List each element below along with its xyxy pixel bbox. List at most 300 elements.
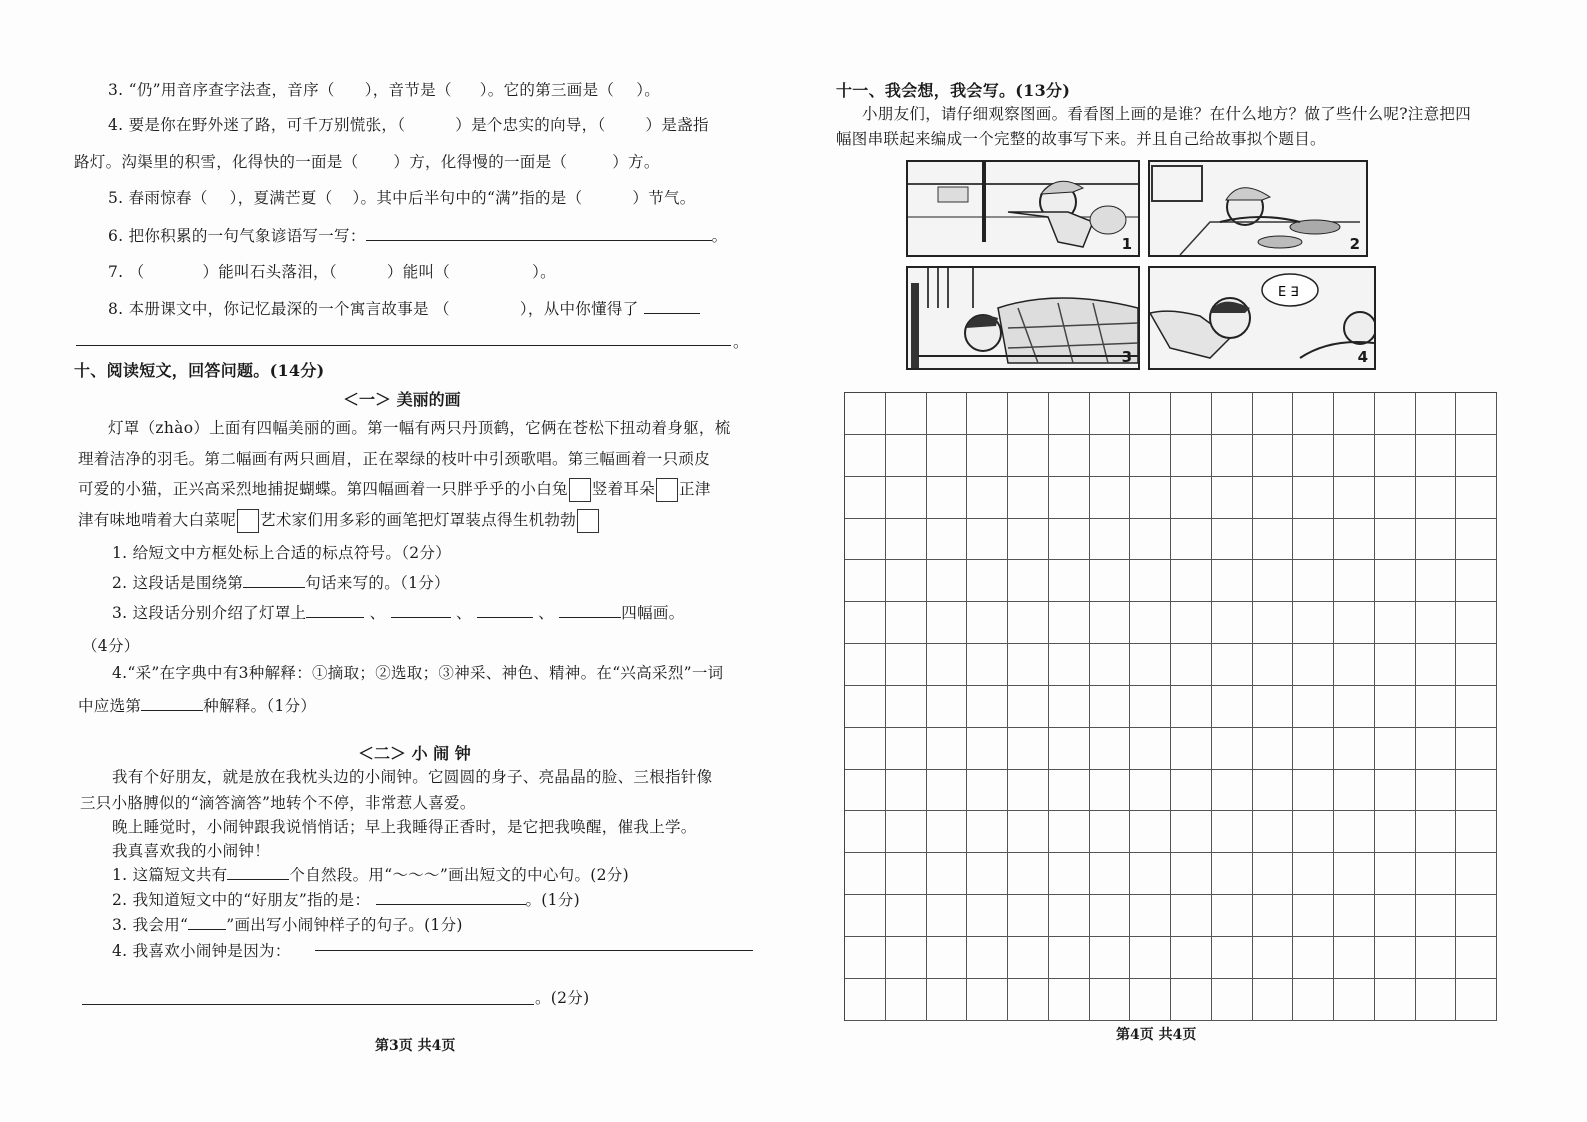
grid-cell[interactable] — [1375, 686, 1416, 728]
answer-line[interactable] — [76, 345, 731, 346]
answer-blank[interactable] — [644, 299, 700, 314]
grid-cell[interactable] — [1334, 770, 1375, 812]
grid-cell[interactable] — [1253, 937, 1294, 979]
grid-cell[interactable] — [845, 477, 886, 519]
grid-cell[interactable] — [1212, 519, 1253, 561]
grid-cell[interactable] — [1090, 477, 1131, 519]
grid-cell[interactable] — [1049, 979, 1090, 1021]
grid-cell[interactable] — [1090, 937, 1131, 979]
grid-cell[interactable] — [1253, 853, 1294, 895]
grid-cell[interactable] — [1212, 560, 1253, 602]
grid-cell[interactable] — [1049, 811, 1090, 853]
grid-cell[interactable] — [1375, 477, 1416, 519]
grid-cell[interactable] — [1253, 435, 1294, 477]
grid-cell[interactable] — [886, 979, 927, 1021]
grid-cell[interactable] — [1008, 644, 1049, 686]
grid-cell[interactable] — [886, 770, 927, 812]
grid-cell[interactable] — [967, 895, 1008, 937]
grid-cell[interactable] — [1171, 937, 1212, 979]
grid-cell[interactable] — [1049, 477, 1090, 519]
grid-cell[interactable] — [927, 393, 968, 435]
grid-cell[interactable] — [967, 853, 1008, 895]
grid-cell[interactable] — [927, 811, 968, 853]
grid-cell[interactable] — [1212, 393, 1253, 435]
grid-cell[interactable] — [1456, 686, 1497, 728]
grid-cell[interactable] — [1130, 686, 1171, 728]
grid-cell[interactable] — [1253, 686, 1294, 728]
grid-cell[interactable] — [1212, 477, 1253, 519]
grid-cell[interactable] — [1293, 811, 1334, 853]
grid-cell[interactable] — [886, 811, 927, 853]
grid-cell[interactable] — [967, 602, 1008, 644]
question-8 — [108, 297, 700, 319]
grid-cell[interactable] — [1334, 644, 1375, 686]
grid-cell[interactable] — [1130, 602, 1171, 644]
grid-cell[interactable] — [886, 686, 927, 728]
grid-cell[interactable] — [1334, 811, 1375, 853]
grid-cell[interactable] — [1253, 979, 1294, 1021]
grid-cell[interactable] — [1130, 435, 1171, 477]
grid-cell[interactable] — [1293, 979, 1334, 1021]
boy-eating-illustration — [1150, 162, 1366, 255]
grid-cell[interactable] — [1456, 435, 1497, 477]
grid-cell[interactable] — [967, 477, 1008, 519]
grid-cell[interactable] — [1212, 895, 1253, 937]
grid-cell[interactable] — [845, 644, 886, 686]
svg-text:E ∃: E ∃ — [1278, 285, 1299, 300]
grid-cell[interactable] — [886, 602, 927, 644]
grid-cell[interactable] — [1293, 728, 1334, 770]
grid-cell[interactable] — [1456, 560, 1497, 602]
question-text: 1. 这篇短文共有 — [112, 866, 228, 884]
grid-cell[interactable] — [1008, 770, 1049, 812]
grid-cell[interactable] — [1334, 895, 1375, 937]
question-text: ），音节是（ — [364, 81, 452, 99]
question-text: 2. 这段话是围绕第 — [112, 574, 244, 592]
grid-cell[interactable] — [886, 853, 927, 895]
grid-cell[interactable] — [1416, 979, 1457, 1021]
grid-cell[interactable] — [1253, 393, 1294, 435]
grid-cell[interactable] — [1334, 853, 1375, 895]
grid-cell[interactable] — [927, 477, 968, 519]
passage-1-line — [78, 477, 711, 502]
grid-cell[interactable] — [1456, 937, 1497, 979]
grid-cell[interactable] — [845, 811, 886, 853]
grid-cell[interactable] — [1416, 686, 1457, 728]
grid-cell[interactable] — [1049, 770, 1090, 812]
grid-cell[interactable] — [927, 728, 968, 770]
grid-cell[interactable] — [886, 393, 927, 435]
grid-cell[interactable] — [1049, 895, 1090, 937]
grid-cell[interactable] — [1375, 811, 1416, 853]
grid-cell[interactable] — [1212, 435, 1253, 477]
grid-cell[interactable] — [1253, 895, 1294, 937]
grid-cell[interactable] — [1416, 853, 1457, 895]
grid-cell[interactable] — [1416, 937, 1457, 979]
grid-cell[interactable] — [1253, 519, 1294, 561]
grid-cell[interactable] — [1171, 979, 1212, 1021]
grid-cell[interactable] — [1090, 811, 1131, 853]
grid-cell[interactable] — [1293, 602, 1334, 644]
answer-blank[interactable] — [306, 603, 364, 618]
grid-cell[interactable] — [1008, 811, 1049, 853]
grid-cell[interactable] — [845, 686, 886, 728]
passage-2-title: ＜二＞ 小 闹 钟 — [358, 744, 471, 763]
grid-cell[interactable] — [1334, 728, 1375, 770]
grid-cell[interactable] — [1416, 770, 1457, 812]
grid-cell[interactable] — [1049, 435, 1090, 477]
grid-cell[interactable] — [1090, 686, 1131, 728]
question-text: 春雨惊春（ — [128, 189, 208, 207]
grid-cell[interactable] — [967, 393, 1008, 435]
grid-cell[interactable] — [1375, 602, 1416, 644]
grid-cell[interactable] — [1416, 895, 1457, 937]
grid-cell[interactable] — [1253, 644, 1294, 686]
grid-cell[interactable] — [1090, 602, 1131, 644]
grid-cell[interactable] — [1008, 979, 1049, 1021]
grid-cell[interactable] — [1293, 937, 1334, 979]
grid-cell[interactable] — [1171, 477, 1212, 519]
grid-cell[interactable] — [1375, 937, 1416, 979]
grid-cell[interactable] — [1416, 519, 1457, 561]
grid-cell[interactable] — [845, 560, 886, 602]
grid-cell[interactable] — [1212, 602, 1253, 644]
grid-cell[interactable] — [1130, 519, 1171, 561]
grid-cell[interactable] — [967, 435, 1008, 477]
grid-cell[interactable] — [886, 937, 927, 979]
grid-cell[interactable] — [886, 644, 927, 686]
question-text: ），夏满芒夏（ — [229, 189, 333, 207]
grid-cell[interactable] — [1456, 895, 1497, 937]
grid-cell[interactable] — [1049, 686, 1090, 728]
grid-cell[interactable] — [1130, 477, 1171, 519]
grid-cell[interactable] — [967, 560, 1008, 602]
grid-cell[interactable] — [1212, 853, 1253, 895]
grid-cell[interactable] — [927, 519, 968, 561]
grid-cell[interactable] — [1008, 560, 1049, 602]
composition-writing-grid[interactable] — [844, 392, 1497, 1021]
question-text: ）。 — [636, 81, 661, 99]
grid-cell[interactable] — [927, 686, 968, 728]
grid-cell[interactable] — [1456, 519, 1497, 561]
grid-cell[interactable] — [1212, 770, 1253, 812]
grid-cell[interactable] — [1130, 393, 1171, 435]
grid-cell[interactable] — [1293, 895, 1334, 937]
passage-1-line — [78, 508, 600, 533]
grid-cell[interactable] — [1049, 937, 1090, 979]
punctuation-box[interactable] — [569, 478, 591, 502]
picture-panel-4 — [1148, 266, 1376, 370]
grid-cell[interactable] — [927, 435, 968, 477]
grid-cell[interactable] — [1334, 686, 1375, 728]
question-text: ）能叫石头落泪，（ — [202, 263, 337, 281]
panel-number: 2 — [1349, 235, 1360, 253]
grid-cell[interactable] — [886, 895, 927, 937]
grid-cell[interactable] — [1416, 728, 1457, 770]
grid-cell[interactable] — [845, 937, 886, 979]
grid-cell[interactable] — [1375, 728, 1416, 770]
grid-cell[interactable] — [1090, 644, 1131, 686]
question-text: 句话来写的。（1分） — [305, 574, 450, 592]
grid-cell[interactable] — [845, 435, 886, 477]
grid-cell[interactable] — [1253, 477, 1294, 519]
grid-cell[interactable] — [1334, 602, 1375, 644]
grid-cell[interactable] — [1090, 393, 1131, 435]
grid-cell[interactable] — [1212, 811, 1253, 853]
grid-cell[interactable] — [1293, 477, 1334, 519]
grid-cell[interactable] — [1090, 770, 1131, 812]
grid-cell[interactable] — [927, 937, 968, 979]
grid-cell[interactable] — [1008, 477, 1049, 519]
grid-cell[interactable] — [1293, 686, 1334, 728]
grid-cell[interactable] — [1171, 853, 1212, 895]
grid-cell[interactable] — [1375, 979, 1416, 1021]
question-text: 。(1分) — [525, 891, 580, 909]
answer-blank[interactable] — [391, 603, 451, 618]
question-number: 6. — [108, 227, 124, 245]
grid-cell[interactable] — [1416, 435, 1457, 477]
grid-cell[interactable] — [845, 770, 886, 812]
grid-cell[interactable] — [1334, 937, 1375, 979]
grid-cell[interactable] — [1293, 770, 1334, 812]
grid-cell[interactable] — [886, 477, 927, 519]
grid-cell[interactable] — [1253, 602, 1294, 644]
question-number: 7. — [108, 263, 124, 281]
grid-cell[interactable] — [1416, 477, 1457, 519]
grid-cell[interactable] — [1090, 853, 1131, 895]
answer-line[interactable] — [82, 1004, 534, 1005]
grid-cell[interactable] — [1375, 435, 1416, 477]
grid-cell[interactable] — [1049, 853, 1090, 895]
grid-cell[interactable] — [1334, 560, 1375, 602]
question-text: ）。其中后半句中的“满”指的是（ — [352, 189, 583, 207]
grid-cell[interactable] — [1008, 895, 1049, 937]
grid-cell[interactable] — [1293, 519, 1334, 561]
punctuation-box[interactable] — [237, 509, 259, 533]
grid-cell[interactable] — [1416, 602, 1457, 644]
grid-cell[interactable] — [1171, 728, 1212, 770]
answer-blank[interactable] — [376, 890, 526, 905]
instruction-line: 小朋友们，请仔细观察图画。看看图上画的是谁？在什么地方？做了些什么呢?注意把四 — [862, 105, 1472, 123]
grid-cell[interactable] — [1090, 519, 1131, 561]
grid-cell[interactable] — [1456, 979, 1497, 1021]
grid-cell[interactable] — [967, 770, 1008, 812]
grid-cell[interactable] — [1008, 519, 1049, 561]
grid-cell[interactable] — [886, 560, 927, 602]
grid-cell[interactable] — [1049, 560, 1090, 602]
answer-blank[interactable] — [188, 915, 226, 930]
grid-cell[interactable] — [886, 519, 927, 561]
punctuation-box[interactable] — [577, 509, 599, 533]
grid-cell[interactable] — [845, 602, 886, 644]
grid-cell[interactable] — [1008, 602, 1049, 644]
grid-cell[interactable] — [967, 686, 1008, 728]
grid-cell[interactable] — [927, 895, 968, 937]
grid-cell[interactable] — [1375, 644, 1416, 686]
grid-cell[interactable] — [1008, 937, 1049, 979]
answer-blank[interactable] — [477, 603, 533, 618]
question-text: ）能叫（ — [386, 263, 451, 281]
separator: 、 — [538, 604, 555, 622]
question-text: （ — [128, 263, 145, 281]
grid-cell[interactable] — [1375, 560, 1416, 602]
question-text: 2. 我知道短文中的“好朋友”指的是： — [112, 891, 371, 909]
grid-cell[interactable] — [1253, 560, 1294, 602]
grid-cell[interactable] — [967, 644, 1008, 686]
grid-cell[interactable] — [1212, 937, 1253, 979]
grid-cell[interactable] — [1171, 811, 1212, 853]
grid-cell[interactable] — [1130, 560, 1171, 602]
grid-cell[interactable] — [1253, 811, 1294, 853]
grid-cell[interactable] — [1375, 393, 1416, 435]
grid-cell[interactable] — [927, 770, 968, 812]
grid-cell[interactable] — [1456, 602, 1497, 644]
grid-cell[interactable] — [1090, 560, 1131, 602]
grid-cell[interactable] — [1049, 602, 1090, 644]
answer-line[interactable] — [315, 950, 753, 951]
question-text: ），从中你懂得了 — [519, 300, 639, 318]
grid-cell[interactable] — [886, 728, 927, 770]
grid-cell[interactable] — [1171, 770, 1212, 812]
punctuation: 。 — [711, 227, 728, 245]
grid-cell[interactable] — [845, 979, 886, 1021]
grid-cell[interactable] — [1456, 644, 1497, 686]
grid-cell[interactable] — [1334, 979, 1375, 1021]
grid-cell[interactable] — [1293, 644, 1334, 686]
grid-cell[interactable] — [1130, 811, 1171, 853]
grid-cell[interactable] — [845, 728, 886, 770]
grid-cell[interactable] — [1253, 770, 1294, 812]
grid-cell[interactable] — [845, 895, 886, 937]
grid-cell[interactable] — [1130, 728, 1171, 770]
grid-cell[interactable] — [1171, 686, 1212, 728]
grid-cell[interactable] — [1090, 728, 1131, 770]
grid-cell[interactable] — [927, 602, 968, 644]
grid-cell[interactable] — [1171, 560, 1212, 602]
grid-cell[interactable] — [1416, 560, 1457, 602]
grid-cell[interactable] — [927, 853, 968, 895]
grid-cell[interactable] — [1212, 686, 1253, 728]
grid-cell[interactable] — [1293, 853, 1334, 895]
question-4-line2 — [74, 150, 660, 172]
grid-cell[interactable] — [1293, 435, 1334, 477]
grid-cell[interactable] — [1171, 393, 1212, 435]
grid-cell[interactable] — [1456, 770, 1497, 812]
grid-cell[interactable] — [1008, 728, 1049, 770]
grid-cell[interactable] — [927, 560, 968, 602]
picture-panel-2 — [1148, 160, 1368, 257]
grid-cell[interactable] — [1171, 435, 1212, 477]
grid-cell[interactable] — [967, 811, 1008, 853]
grid-cell[interactable] — [1456, 853, 1497, 895]
grid-cell[interactable] — [1049, 644, 1090, 686]
grid-cell[interactable] — [1293, 560, 1334, 602]
grid-cell[interactable] — [1456, 728, 1497, 770]
grid-cell[interactable] — [1171, 895, 1212, 937]
grid-cell[interactable] — [967, 519, 1008, 561]
grid-cell[interactable] — [1171, 602, 1212, 644]
grid-cell[interactable] — [927, 644, 968, 686]
page-3 — [0, 0, 793, 1122]
instruction-line: 幅图串联起来编成一个完整的故事写下来。并且自己给故事拟个题目。 — [836, 130, 1326, 148]
grid-cell[interactable] — [1049, 393, 1090, 435]
grid-cell[interactable] — [845, 853, 886, 895]
grid-cell[interactable] — [1130, 895, 1171, 937]
passage-text: 可爱的小猫，正兴高采烈地捕捉蝴蝶。第四幅画着一只胖乎乎的小白兔 — [78, 480, 568, 498]
grid-cell[interactable] — [845, 393, 886, 435]
grid-cell[interactable] — [1334, 519, 1375, 561]
grid-cell[interactable] — [967, 937, 1008, 979]
grid-cell[interactable] — [1456, 393, 1497, 435]
grid-cell[interactable] — [1090, 979, 1131, 1021]
grid-cell[interactable] — [845, 519, 886, 561]
panel-number: 4 — [1357, 348, 1368, 366]
grid-cell[interactable] — [1212, 728, 1253, 770]
question-text: 种解释。（1分） — [203, 697, 317, 715]
grid-cell[interactable] — [1008, 853, 1049, 895]
grid-cell[interactable] — [1130, 644, 1171, 686]
grid-cell[interactable] — [1334, 477, 1375, 519]
grid-cell[interactable] — [1334, 435, 1375, 477]
grid-cell[interactable] — [1130, 937, 1171, 979]
grid-cell[interactable] — [1212, 979, 1253, 1021]
grid-cell[interactable] — [1008, 393, 1049, 435]
grid-cell[interactable] — [1049, 728, 1090, 770]
grid-cell[interactable] — [1334, 393, 1375, 435]
grid-cell[interactable] — [1090, 435, 1131, 477]
grid-cell[interactable] — [1416, 644, 1457, 686]
answer-blank[interactable] — [141, 696, 203, 711]
grid-cell[interactable] — [967, 728, 1008, 770]
answer-blank[interactable] — [243, 573, 305, 588]
grid-cell[interactable] — [1212, 644, 1253, 686]
grid-cell[interactable] — [1253, 728, 1294, 770]
question-text: ）。 — [532, 263, 556, 281]
grid-cell[interactable] — [1008, 435, 1049, 477]
grid-cell[interactable] — [886, 435, 927, 477]
grid-cell[interactable] — [1416, 811, 1457, 853]
grid-cell[interactable] — [1375, 770, 1416, 812]
answer-blank[interactable] — [366, 226, 712, 241]
grid-cell[interactable] — [1008, 686, 1049, 728]
panel-number: 1 — [1121, 235, 1132, 253]
grid-cell[interactable] — [967, 979, 1008, 1021]
grid-cell[interactable] — [1130, 770, 1171, 812]
grid-cell[interactable] — [1375, 519, 1416, 561]
grid-cell[interactable] — [1456, 811, 1497, 853]
boy-entering-door-illustration — [908, 162, 1138, 255]
grid-cell[interactable] — [1416, 393, 1457, 435]
grid-cell[interactable] — [1090, 895, 1131, 937]
section-11-title: 十一、我会想，我会写。(13分) — [836, 81, 1071, 100]
grid-cell[interactable] — [1171, 519, 1212, 561]
punctuation-box[interactable] — [656, 478, 678, 502]
grid-cell[interactable] — [927, 979, 968, 1021]
grid-cell[interactable] — [1375, 853, 1416, 895]
grid-cell[interactable] — [1456, 477, 1497, 519]
grid-cell[interactable] — [1171, 644, 1212, 686]
grid-cell[interactable] — [1130, 979, 1171, 1021]
answer-blank[interactable] — [559, 603, 621, 618]
question-text: 3. 这段话分别介绍了灯罩上 — [112, 604, 307, 622]
answer-blank[interactable] — [227, 865, 289, 880]
grid-cell[interactable] — [1130, 853, 1171, 895]
grid-cell[interactable] — [1293, 393, 1334, 435]
passage-2-line: 晚上睡觉时，小闹钟跟我说悄悄话；早上我睡得正香时，是它把我唤醒，催我上学。 — [112, 818, 697, 836]
grid-cell[interactable] — [1049, 519, 1090, 561]
passage-2-line: 我有个好朋友，就是放在我枕头边的小闹钟。它圆圆的身子、亮晶晶的脸、三根指针像 — [112, 768, 713, 786]
grid-cell[interactable] — [1375, 895, 1416, 937]
